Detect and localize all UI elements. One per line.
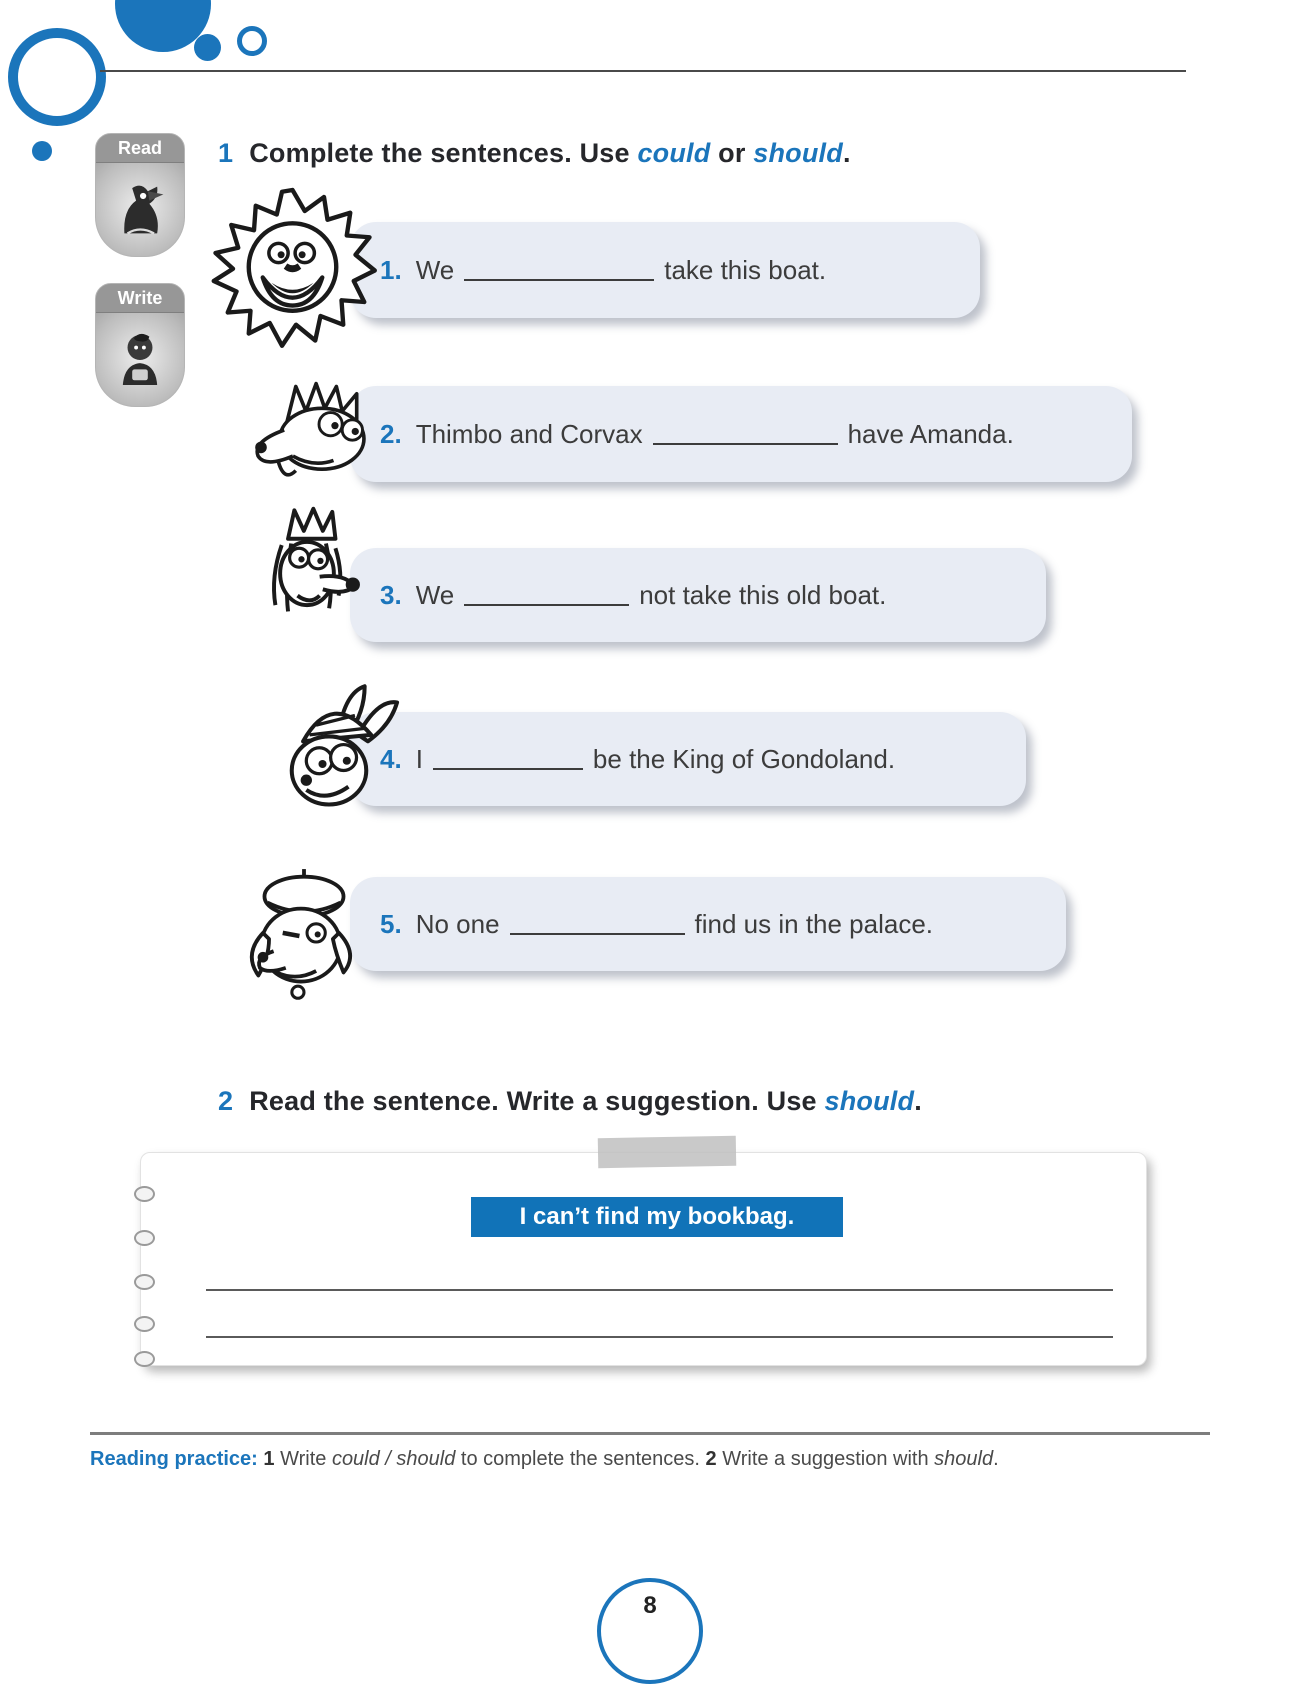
lion-character-icon xyxy=(205,183,380,358)
dog-with-cap-character-icon xyxy=(228,860,380,1018)
sentence-3-pre: We xyxy=(415,579,455,610)
king-dog-character-icon xyxy=(228,503,386,663)
sentence-1-pre: We xyxy=(415,254,455,285)
exercise2-keyword-should: should xyxy=(824,1086,915,1116)
exercise1-title xyxy=(218,138,851,169)
sentence-4-pre: I xyxy=(415,743,423,774)
sentence-5-bubble xyxy=(350,877,1066,971)
footer-instructions xyxy=(90,1448,999,1471)
notepad-card xyxy=(140,1152,1147,1366)
binder-hole-icon xyxy=(134,1274,155,1290)
exercise1-title-mid: or xyxy=(710,138,754,168)
write-badge-label: Write xyxy=(96,284,184,313)
sentence-2-post: have Amanda. xyxy=(847,418,1014,449)
sentence-4-blank xyxy=(433,748,583,770)
sentence-2-number: 2. xyxy=(380,418,402,449)
sentence-3-bubble xyxy=(350,548,1046,642)
write-badge xyxy=(95,283,185,407)
sentence-2-pre: Thimbo and Corvax xyxy=(415,418,643,449)
exercise1-title-end: . xyxy=(842,138,851,168)
sentence-1-post: take this boat. xyxy=(664,254,827,285)
read-badge-image-icon xyxy=(96,163,184,257)
exercise1-keyword-could: could xyxy=(637,138,711,168)
decorative-circle xyxy=(8,28,106,126)
footer-num-1: 1 xyxy=(263,1448,275,1470)
sentence-3-post: not take this old boat. xyxy=(639,579,887,610)
read-badge-label: Read xyxy=(96,134,184,163)
writing-line-1 xyxy=(206,1289,1113,1291)
sentence-5-blank xyxy=(510,913,685,935)
sentence-4-number: 4. xyxy=(380,743,402,774)
binder-hole-icon xyxy=(134,1351,155,1367)
speech-banner: I can’t find my bookbag. xyxy=(471,1197,843,1237)
footer-italic-1: could / should xyxy=(331,1448,456,1470)
footer-seg-1: Write xyxy=(274,1448,332,1470)
sentence-3-blank xyxy=(464,584,629,606)
footer-label: Reading practice: xyxy=(90,1448,258,1470)
footer-divider xyxy=(90,1432,1210,1435)
page-number-badge xyxy=(597,1578,703,1684)
read-badge xyxy=(95,133,185,257)
sentence-1-blank xyxy=(464,259,654,281)
decorative-circle xyxy=(237,26,267,56)
decorative-circle xyxy=(194,34,221,61)
binder-hole-icon xyxy=(134,1230,155,1246)
spiky-dog-character-icon xyxy=(243,372,395,517)
exercise2-title-end: . xyxy=(914,1086,922,1116)
sentence-5-pre: No one xyxy=(415,908,500,939)
exercise1-title-text: Complete the sentences. Use xyxy=(249,138,638,168)
exercise1-keyword-should: should xyxy=(753,138,843,168)
top-divider xyxy=(100,70,1186,72)
sentence-4-post: be the King of Gondoland. xyxy=(592,743,896,774)
tape-icon xyxy=(598,1136,737,1168)
sentence-1-number: 1. xyxy=(380,254,402,285)
sentence-5-number: 5. xyxy=(380,908,402,939)
write-badge-image-icon xyxy=(96,313,184,407)
binder-hole-icon xyxy=(134,1186,155,1202)
footer-seg-3: Write a suggestion with xyxy=(716,1448,935,1470)
exercise2-title-text: Read the sentence. Write a suggestion. Use xyxy=(249,1086,825,1116)
sentence-5-post: find us in the palace. xyxy=(694,908,934,939)
footer-italic-2: should xyxy=(934,1448,994,1470)
exercise2-number: 2 xyxy=(218,1086,234,1116)
sentence-2-bubble xyxy=(350,386,1132,482)
exercise1-number: 1 xyxy=(218,138,234,168)
sentence-4-bubble xyxy=(350,712,1026,806)
sentence-2-blank xyxy=(653,423,838,445)
decorative-circle xyxy=(32,141,52,161)
footer-seg-4: . xyxy=(993,1448,999,1470)
footer-seg-2: to complete the sentences. xyxy=(455,1448,706,1470)
page-number: 8 xyxy=(643,1592,657,1619)
exercise2-title xyxy=(218,1086,922,1117)
footer-num-2: 2 xyxy=(705,1448,717,1470)
sentence-3-number: 3. xyxy=(380,579,402,610)
binder-hole-icon xyxy=(134,1316,155,1332)
writing-line-2 xyxy=(206,1336,1113,1338)
rabbit-with-hat-character-icon xyxy=(248,683,410,845)
sentence-1-bubble xyxy=(350,222,980,318)
